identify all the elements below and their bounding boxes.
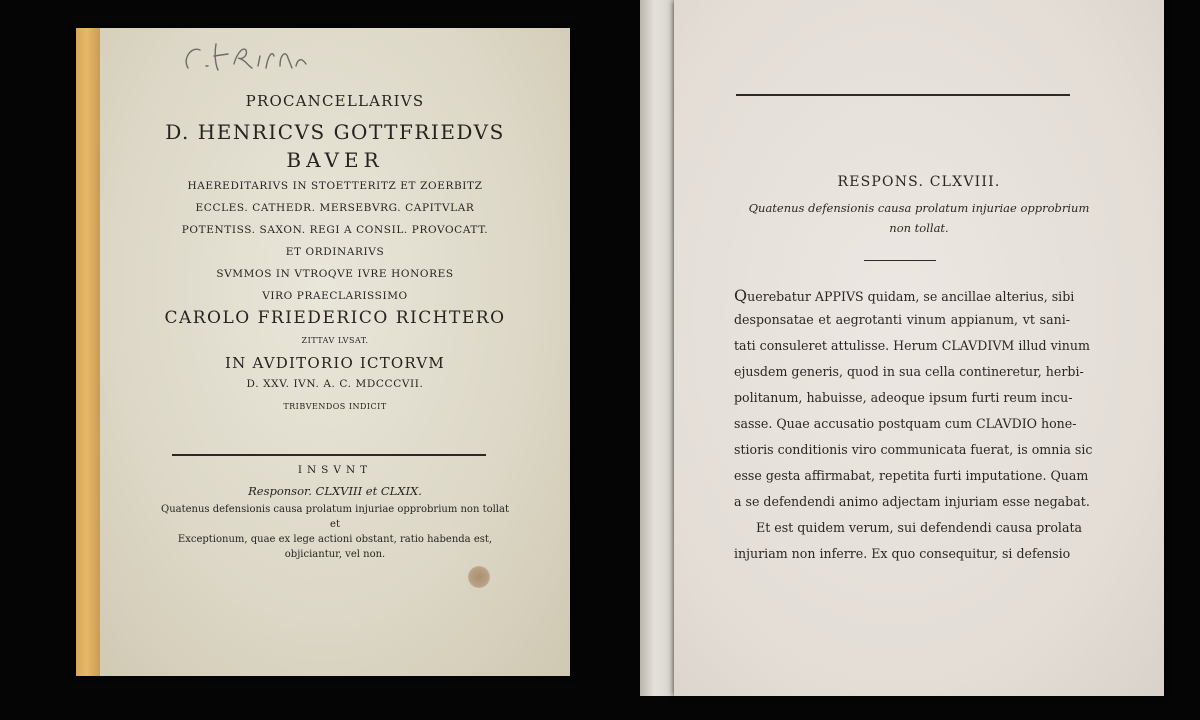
contents-line-1: Quatenus defensionis causa prolatum injuriae opprobrium non tollat	[161, 504, 509, 515]
title-line-9: VIRO PRAECLARISSIMO	[262, 290, 408, 302]
foxing-stain	[468, 566, 490, 588]
short-rule	[864, 260, 936, 261]
title-line-3: BAVER	[286, 148, 384, 172]
title-line-1: PROCANCELLARIVS	[245, 92, 425, 110]
title-line-6: POTENTISS. SAXON. REGI A CONSIL. PROVOCATT.	[181, 224, 489, 236]
body-line: sasse. Quae accusatio postquam cum CLAVDIO hone-	[734, 416, 1077, 431]
title-line-7: ET ORDINARIVS	[285, 246, 385, 258]
title-line-5: ECCLES. CATHEDR. MERSEBVRG. CAPITVLAR	[195, 202, 475, 214]
body-line: desponsatae et aegrotanti vinum appianum, vt sani-	[734, 312, 1070, 327]
body-line: Querebatur APPIVS quidam, se ancillae alterius, sibi	[734, 286, 1075, 305]
title-line-10: CAROLO FRIEDERICO RICHTERO	[164, 308, 506, 328]
body-line: a se defendendi animo adjectam injuriam esse negabat.	[734, 494, 1090, 509]
title-line-13: D. XXV. IVN. A. C. MDCCCVII.	[246, 378, 424, 390]
body-line: Et est quidem verum, sui defendendi causa prolata	[756, 520, 1083, 535]
response-subtitle-1: Quatenus defensionis causa prolatum injuriae opprobrium	[748, 201, 1090, 215]
title-line-11: ZITTAV LVSAT.	[301, 336, 369, 345]
title-line-12: IN AVDITORIO ICTORVM	[225, 354, 445, 372]
title-line-8: SVMMOS IN VTROQVE IVRE HONORES	[216, 268, 454, 280]
contents-line-3: Exceptionum, quae ex lege actioni obstant, ratio habenda est,	[177, 534, 493, 545]
body-line: injuriam non inferre. Ex quo consequitur, si defensio	[734, 546, 1071, 561]
body-line: ejusdem generis, quod in sua cella contineretur, herbi-	[734, 364, 1084, 379]
body-line: stioris conditionis viro communicata fuerat, is omnia sic	[734, 442, 1093, 457]
responsor-line: Responsor. CLXVIII et CLXIX.	[248, 484, 422, 498]
title-line-14: TRIBVENDOS INDICIT	[283, 402, 387, 411]
response-subtitle-2: non tollat.	[889, 221, 949, 235]
insvnt-label: INSVNT	[297, 464, 373, 476]
response-heading: RESPONS. CLXVIII.	[837, 174, 1001, 190]
title-line-4: HAEREDITARIVS IN STOETTERITZ ET ZOERBITZ	[187, 180, 483, 192]
body-line: tati consuleret attulisse. Herum CLAVDIVM illud vinum	[734, 338, 1090, 353]
body-line: esse gesta affirmabat, repetita furti imputatione. Quam	[734, 468, 1089, 483]
drop-cap: Q	[734, 286, 748, 305]
title-page	[76, 28, 570, 676]
contents-line-4: objiciantur, vel non.	[284, 549, 386, 560]
page-fold-edge	[640, 0, 676, 696]
handwritten-signature	[176, 36, 316, 84]
body-line: politanum, habuisse, adeoque ipsum furti reum incu-	[734, 390, 1073, 405]
title-line-2: D. HENRICVS GOTTFRIEDVS	[165, 120, 505, 144]
contents-line-2: et	[330, 519, 340, 530]
top-rule	[736, 94, 1070, 96]
horizontal-rule	[172, 454, 486, 456]
text-page	[674, 0, 1164, 696]
yellowed-spine-edge	[76, 28, 100, 676]
